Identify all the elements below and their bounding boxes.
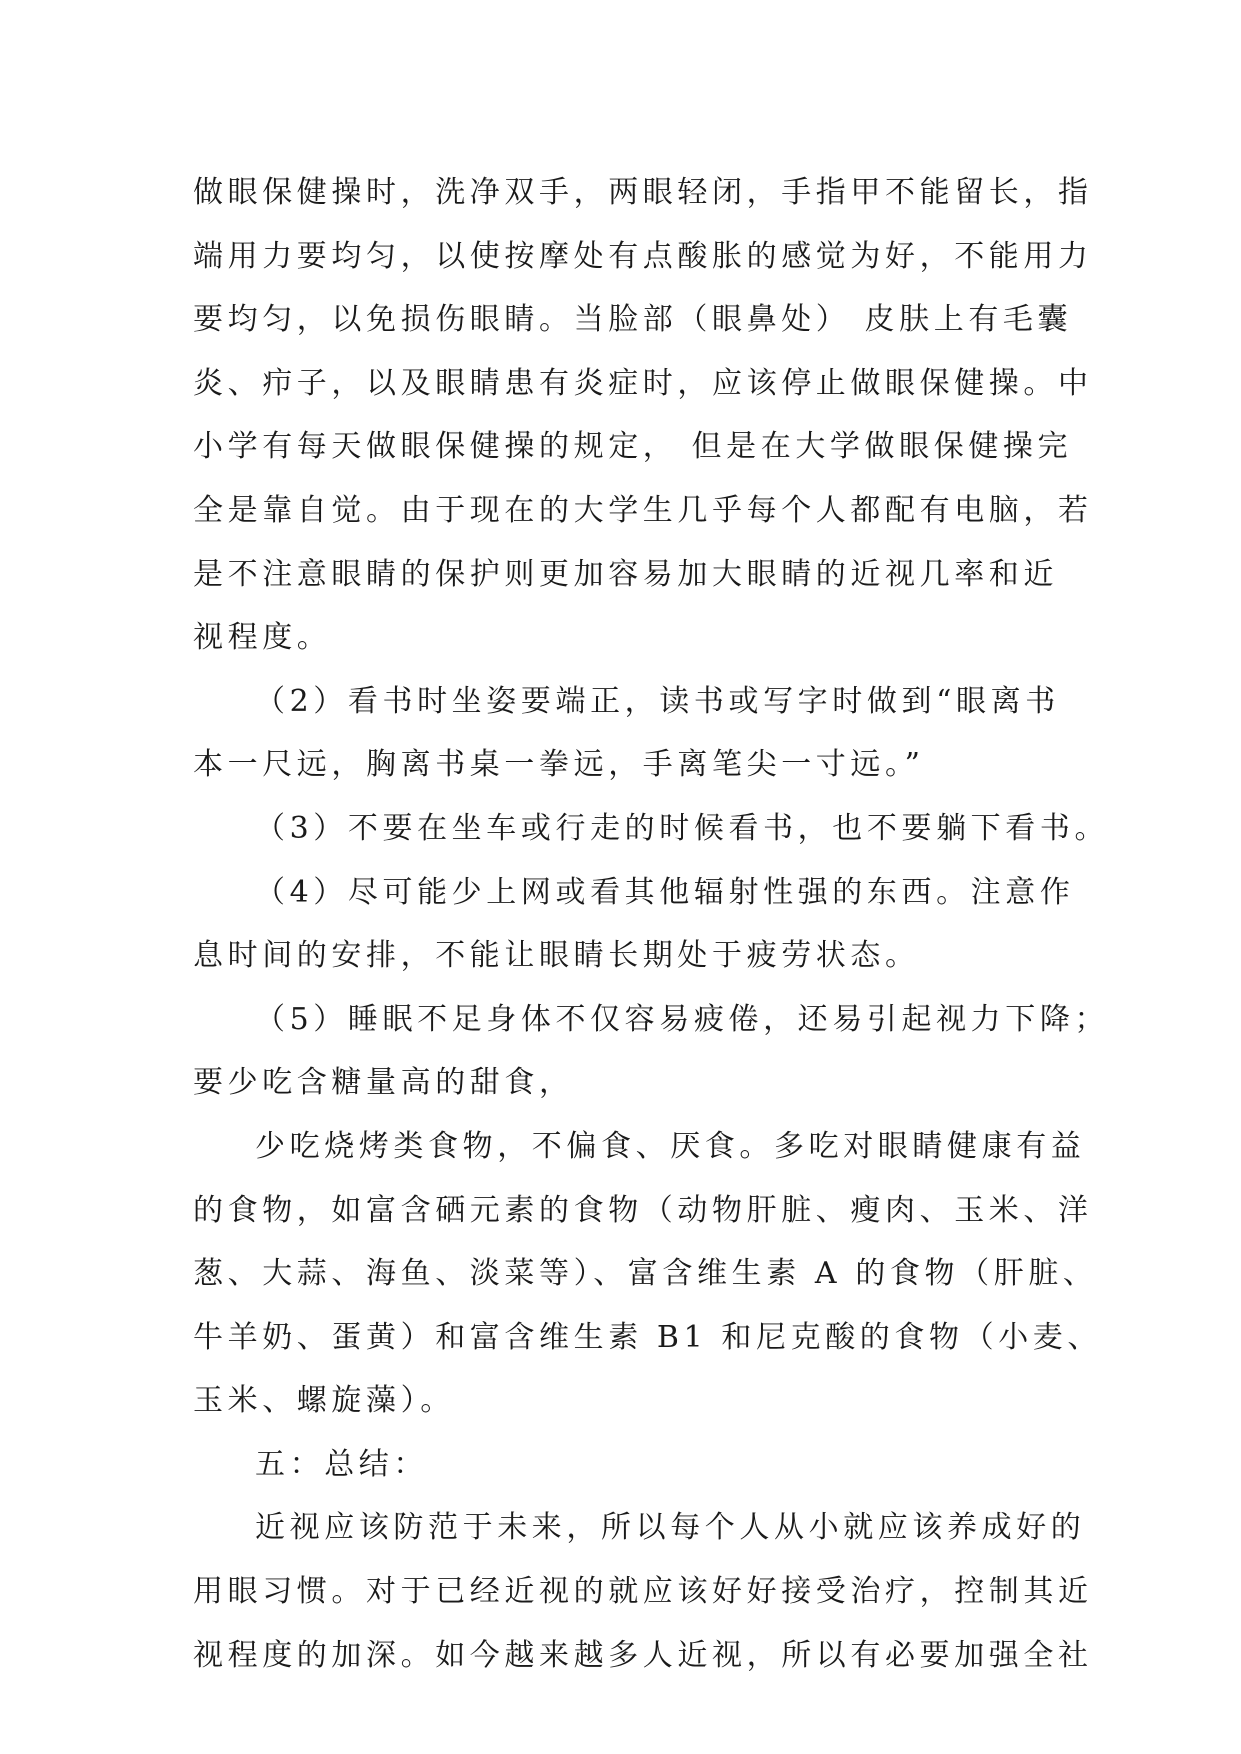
text-line: 是不注意眼睛的保护则更加容易加大眼睛的近视几率和近	[193, 556, 1058, 592]
text-line: 要少吃含糖量高的甜食，	[193, 1065, 574, 1101]
text-line: （3）不要在坐车或行走的时候看书，也不要躺下看书。	[255, 810, 1110, 846]
text-line: 葱、大蒜、海鱼、淡菜等）、富含维生素 A 的食物（肝脏、	[193, 1256, 1098, 1292]
text-line: 少吃烧烤类食物，不偏食、厌食。多吃对眼睛健康有益	[255, 1128, 1086, 1164]
text-line: 视程度。	[193, 620, 332, 656]
text-line: （4）尽可能少上网或看其他辐射性强的东西。注意作	[255, 874, 1075, 910]
text-line: 做眼保健操时，洗净双手，两眼轻闭，手指甲不能留长，指	[193, 175, 1093, 210]
text-line: （2）看书时坐姿要端正，读书或写字时做到“眼离书	[255, 683, 1060, 719]
text-line: （5）睡眠不足身体不仅容易疲倦，还易引起视力下降；	[255, 1001, 1110, 1037]
text-line: 息时间的安排，不能让眼睛长期处于疲劳状态。	[193, 938, 920, 974]
text-line: 小学有每天做眼保健操的规定， 但是在大学做眼保健操完	[193, 429, 1073, 465]
text-line: 本一尺远，胸离书桌一拳远，手离笔尖一寸远。”	[193, 747, 925, 783]
text-line: 牛羊奶、蛋黄）和富含维生素 B1 和尼克酸的食物（小麦、	[193, 1319, 1103, 1355]
text-line: 五：总结：	[255, 1446, 428, 1482]
text-line: 用眼习惯。对于已经近视的就应该好好接受治疗，控制其近	[193, 1574, 1093, 1610]
text-line: 玉米、螺旋藻）。	[193, 1383, 455, 1419]
text-line: 近视应该防范于未来，所以每个人从小就应该养成好的	[255, 1510, 1086, 1546]
text-line: 视程度的加深。如今越来越多人近视，所以有必要加强全社	[193, 1637, 1093, 1673]
text-line: 要均匀，以免损伤眼睛。当脸部（眼鼻处） 皮肤上有毛囊	[193, 302, 1073, 338]
text-line: 全是靠自觉。由于现在的大学生几乎每个人都配有电脑，若	[193, 492, 1093, 528]
text-line: 端用力要均匀，以使按摩处有点酸胀的感觉为好，不能用力	[193, 238, 1093, 274]
document-body	[193, 161, 1110, 1687]
text-line: 炎、疖子，以及眼睛患有炎症时，应该停止做眼保健操。中	[193, 365, 1093, 401]
text-line: 的食物，如富含硒元素的食物（动物肝脏、瘦肉、玉米、洋	[193, 1192, 1093, 1228]
